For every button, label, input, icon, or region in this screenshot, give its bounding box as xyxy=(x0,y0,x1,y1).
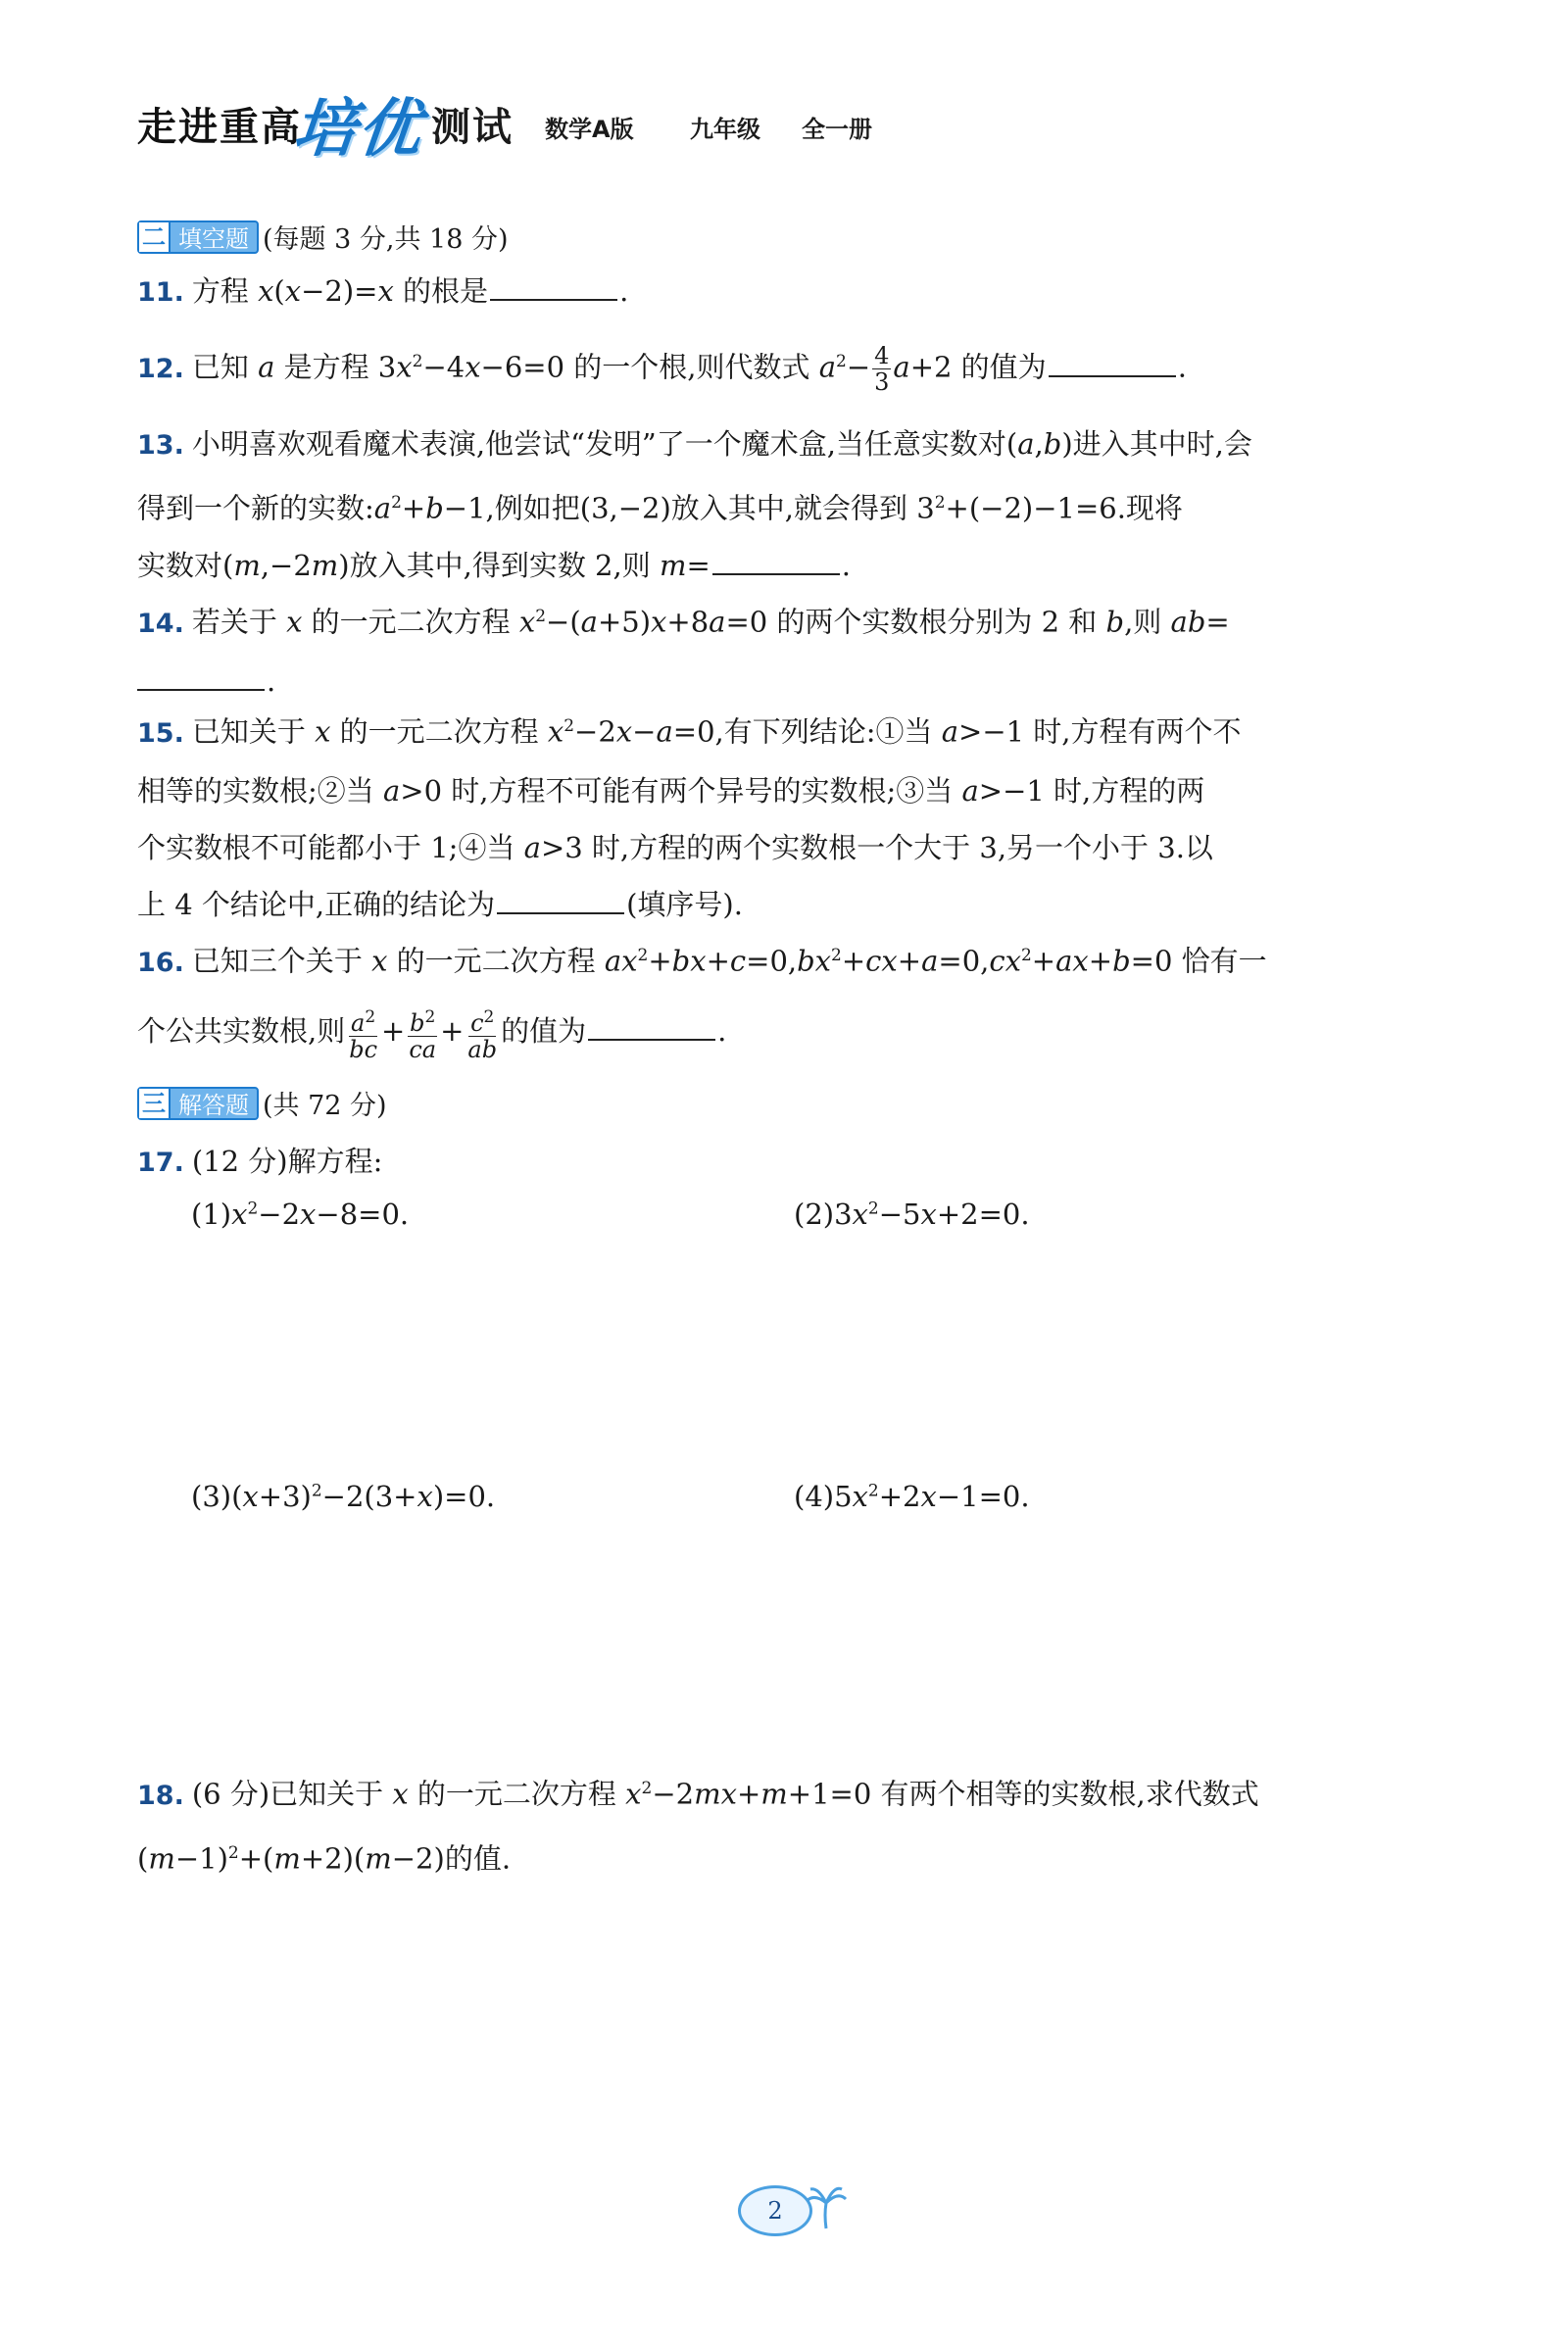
section-number: 二 xyxy=(139,222,171,252)
question-number: 16. xyxy=(137,947,184,978)
answer-blank[interactable] xyxy=(712,552,840,575)
question-number: 11. xyxy=(137,277,184,308)
book-series-title: 走进重高 xyxy=(137,105,302,150)
volume-label: 全一册 xyxy=(802,116,872,143)
section-note: (共 72 分) xyxy=(263,1091,387,1121)
question-14: 14. 若关于 x 的一元二次方程 $x^2-(a+5)x+8a=0$ 的两个实数根分别为 2 和 b,则 ab= . xyxy=(137,605,1230,698)
page-number-badge xyxy=(710,2178,848,2256)
book-series-logo: 培优 xyxy=(289,93,427,166)
question-number: 14. xyxy=(137,608,184,639)
question-17 xyxy=(137,1133,1431,1192)
answer-blank[interactable] xyxy=(490,277,617,301)
subquestion-4: $(4)5x^2+2x-1=0$. xyxy=(794,1480,1030,1513)
section-title: 填空题 xyxy=(178,225,249,253)
answer-blank[interactable] xyxy=(137,667,265,691)
question-text: (12 分)解方程: xyxy=(191,1145,383,1178)
question-16: 16. 已知三个关于 x 的一元二次方程 $ax^2+bx+c=0,bx^2+cx+a=0,cx^2+ax+b=0$ 恰有一 xyxy=(137,944,1267,978)
palm-tree-icon xyxy=(805,2185,848,2230)
question-number: 15. xyxy=(137,717,184,749)
question-number: 18. xyxy=(137,1780,184,1811)
fraction: $\frac{c^2}{ab}$ xyxy=(466,1004,499,1062)
question-11: 11. 方程 x(x−2)=x 的根是 . xyxy=(137,274,629,308)
grade-label: 九年级 xyxy=(690,116,760,143)
fraction: $\frac{4}{3}$ xyxy=(874,342,890,397)
section-note: (每题 3 分,共 18 分) xyxy=(263,224,509,255)
section-badge xyxy=(137,220,259,254)
answer-blank[interactable] xyxy=(588,1017,715,1041)
answer-blank[interactable] xyxy=(1049,354,1176,377)
section-fill-in xyxy=(137,218,509,256)
page-number: 2 xyxy=(738,2185,812,2236)
question-18: 18. (6 分)已知关于 x 的一元二次方程 $x^2-2mx+m+1=0$ 有两个相等的实数根,求代数式 $(m-1)^2+(m+2)(m-2)$的值. xyxy=(137,1777,1259,1876)
answer-blank[interactable] xyxy=(497,891,624,914)
fraction: $\frac{b^2}{ca}$ xyxy=(407,1004,438,1062)
section-number: 三 xyxy=(139,1089,171,1118)
section-solve xyxy=(137,1084,387,1122)
book-series-subtitle: 测试 xyxy=(431,105,514,150)
subquestion-1: $(1)x^2-2x-8=0$. xyxy=(191,1198,410,1231)
subquestion-2: $(2)3x^2-5x+2=0$. xyxy=(794,1198,1030,1231)
question-13: 13. 小明喜欢观看魔术表演,他尝试“发明”了一个魔术盒,当任意实数对(a,b)进入其中时,会 得到一个新的实数$:a^2+b-1$,例如把(3,−2)放入其中,就会得到 $3^2+(-2)-1=6$.现将 实数对(m,−2m)放入其中,得到实数 2,则 m= . xyxy=(137,427,1252,582)
subject-label: 数学A版 xyxy=(545,116,634,143)
question-15: 15. 已知关于 x 的一元二次方程 $x^2-2x-a=0$,有下列结论:①当 a>−1 时,方程有两个不 相等的实数根;②当 a>0 时,方程不可能有两个异号的实数根;③当 a>−1 时,方程的两 个实数根不可能都小于 1;④当 a>3 时,方程的两个实数根一个大于 3,另一个小于 3.以 上 4 个结论中,正确的结论为 (填序号). xyxy=(137,714,1242,921)
question-number: 17. xyxy=(137,1148,184,1178)
subquestion-3: $(3)(x+3)^2-2(3+x)=0$. xyxy=(191,1480,496,1513)
section-title: 解答题 xyxy=(178,1092,249,1119)
question-12: 12. 已知 a 是方程 $3x^2-4x-6=0$ 的一个根,则代数式 $a^2-$ $\frac{4}{3}$ a+2 的值为 . xyxy=(137,342,1187,397)
question-16-line2: 个公共实数根,则 $\frac{a^2}{bc}$ + $\frac{b^2}{ca}$ + $\frac{c^2}{ab}$ 的值为 . xyxy=(137,1000,1431,1062)
question-number: 12. xyxy=(137,353,184,384)
section-badge xyxy=(137,1087,259,1120)
question-number: 13. xyxy=(137,430,184,461)
fraction: $\frac{a^2}{bc}$ xyxy=(347,1004,379,1062)
